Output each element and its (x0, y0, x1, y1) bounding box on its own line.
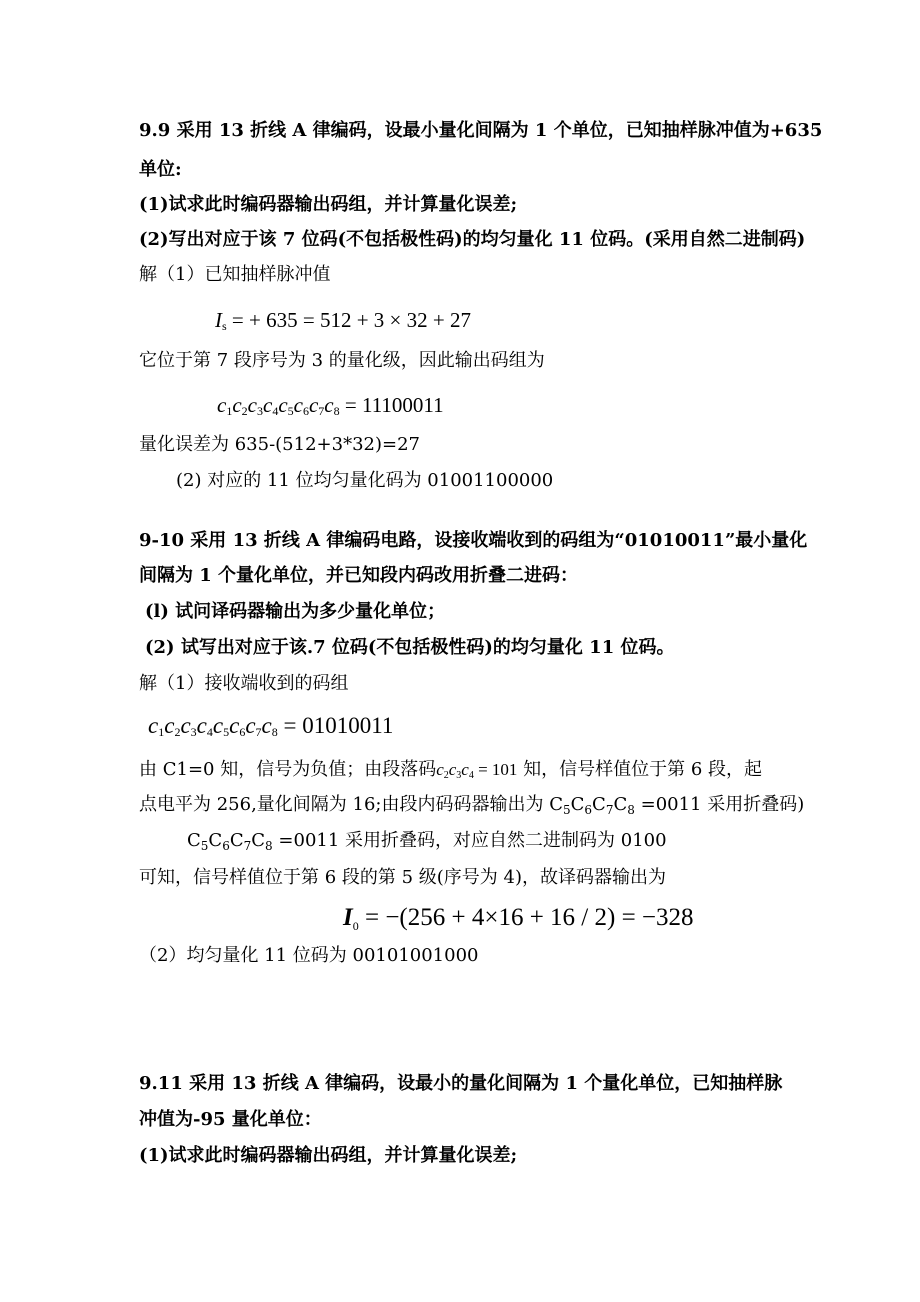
problem-9-10-part-2-solution: （2）均匀量化 11 位码为 00101001000 (139, 945, 479, 966)
equation-decoder-output-rhs: = −(256 + 4×16 + 16 / 2) = −328 (358, 904, 694, 931)
level-text-a: 点电平为 256,量化间隔为 16;由段内码码器输出为 C (139, 794, 563, 815)
problem-9-9-title-cont: 单位: (139, 159, 182, 180)
sign-text-b: 知，信号样值位于第 6 段，起 (517, 759, 763, 780)
problem-9-10-level-text: 点电平为 256,量化间隔为 16;由段内码码器输出为 $C_5C_6C_7C_8 =0011$ 采用折叠码) (139, 794, 805, 817)
equation-received-code: $c_1c_2c_3c_4c_5c_6c_7c_8 = 01010011$ (148, 713, 394, 739)
problem-9-9-segment-text: 它位于第 7 段序号为 3 的量化级，因此输出码组为 (139, 350, 545, 371)
problem-9-10-title-cont: 间隔为 1 个量化单位，并已知段内码改用折叠二进码： (139, 565, 579, 586)
problem-9-10-question-2: (2) 试写出对应于该.7 位码(不包括极性码)的均匀量化 11 位码。 (145, 637, 675, 658)
fold-code-text: =0011 采用折叠码，对应自然二进制码为 0100 (272, 830, 667, 851)
problem-9-10-question-1: (l) 试问译码器输出为多少量化单位； (145, 601, 446, 622)
problem-9-11-title-cont: 冲值为-95 量化单位： (139, 1109, 322, 1130)
equation-decoder-output: $I_0 = -(256 + 4\times 16 + 16 / 2) = -328$ (343, 904, 694, 933)
problem-9-9-quant-error (139, 432, 420, 458)
problem-9-10-sign-segment (139, 757, 762, 783)
level-text-b: =0011 采用折叠码) (634, 794, 805, 815)
equation-sample-value: $I_s$ = + 635 = 512 + 3 × 32 + 27 (215, 308, 471, 333)
problem-9-9-question-2: (2)写出对应于该 7 位码(不包括极性码)的均匀量化 11 位码。(采用自然二进制码) (139, 229, 806, 250)
problem-9-10-solution-intro: 解（1）接收端收到的码组 (139, 673, 349, 694)
problem-9-9-question-1: (1)试求此时编码器输出码组，并计算量化误差; (139, 194, 518, 215)
problem-9-9-part-2-solution: (2) 对应的 11 位均匀量化码为 01001100000 (176, 470, 554, 491)
problem-9-10-conclusion: 可知，信号样值位于第 6 段的第 5 级(序号为 4)，故译码器输出为 (139, 867, 667, 888)
problem-9-11-question-1: (1)试求此时编码器输出码组，并计算量化误差; (139, 1145, 518, 1166)
equation-code-group-rhs: = 11100011 (339, 393, 444, 417)
equation-received-code-rhs: = 01010011 (277, 713, 394, 738)
problem-9-10-title: 9-10 采用 13 折线 A 律编码电路，设接收端收到的码组为“01010011”最小量化 (139, 530, 808, 551)
equation-sample-value-rhs: = + 635 = 512 + 3 × 32 + 27 (226, 308, 471, 332)
quant-error-text: 量化误差为 635-(512+3*32)=27 (139, 434, 420, 455)
problem-9-11-title: 9.11 采用 13 折线 A 律编码，设最小的量化间隔为 1 个量化单位，已知抽样脉 (139, 1073, 783, 1094)
equation-code-group: $c_1c_2c_3c_4c_5c_6c_7c_8 = 11100011$ (217, 393, 444, 418)
segment-code-math: $c_2c_3c_4 = 101$ (436, 760, 518, 781)
sign-text-a: 由 C1=0 知，信号为负值；由段落码 (139, 759, 437, 780)
problem-9-9-title: 9.9 采用 13 折线 A 律编码，设最小量化间隔为 1 个单位，已知抽样脉冲值为+635 (139, 120, 823, 141)
segment-code-value: = 101 (473, 760, 518, 779)
problem-9-10-fold-code: $C_5C_6C_7C_8 =0011$ 采用折叠码，对应自然二进制码为 0100 (187, 830, 667, 853)
problem-9-9-solution-intro: 解（1）已知抽样脉冲值 (139, 264, 331, 285)
